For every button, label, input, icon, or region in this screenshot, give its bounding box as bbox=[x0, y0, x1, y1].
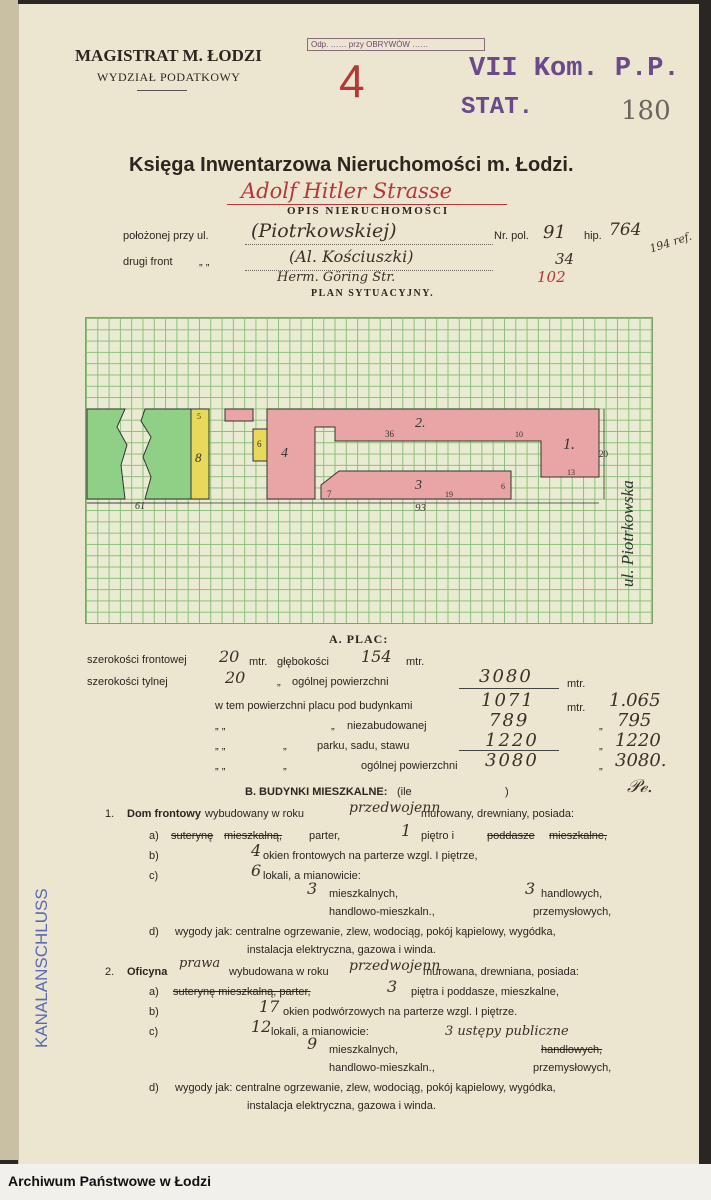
row-2b-marker: b) bbox=[149, 1006, 159, 1018]
ditto-5: „ „ bbox=[215, 740, 226, 752]
row-1a-text6: mieszkalne, bbox=[549, 830, 608, 842]
row-1-commercial-label: handlowych, bbox=[541, 888, 603, 900]
row-1a-souterrain: suterynę bbox=[171, 830, 214, 842]
row-1a-marker: a) bbox=[149, 830, 159, 842]
row-1b-text: okien frontowych na parterze wzgl. I piętrze, bbox=[263, 850, 478, 862]
signature: 𝒫ℯ. bbox=[627, 776, 653, 797]
row-1-commercial-count: 3 bbox=[525, 879, 536, 898]
row-2-text: wybudowana w roku bbox=[229, 966, 329, 978]
dim-36-label: 36 bbox=[385, 429, 394, 439]
built-area-value: 1071 bbox=[481, 690, 535, 711]
section-b-heading: B. BUDYNKI MIESZKALNE: bbox=[245, 786, 388, 798]
ditto-2: „ „ bbox=[215, 720, 226, 732]
dim-93-label: 93 bbox=[415, 502, 426, 514]
building-8-label: 8 bbox=[195, 450, 202, 465]
row-1c-text: lokali, a mianowicie: bbox=[263, 870, 361, 882]
row-2-number: 2. bbox=[105, 966, 115, 978]
building-7-label: 7 bbox=[327, 489, 332, 499]
total-area-2-value: 3080 bbox=[485, 750, 539, 771]
depth-value: 154 bbox=[361, 647, 392, 666]
dim-6-label: 6 bbox=[501, 482, 505, 491]
document-page bbox=[18, 4, 699, 1164]
built-area-corrected: 1.065 bbox=[609, 690, 661, 711]
row-1-industrial-label: przemysłowych, bbox=[533, 906, 612, 918]
row-2a-marker: a) bbox=[149, 986, 159, 998]
label-depth: głębokości bbox=[277, 656, 329, 668]
row-2d-marker: d) bbox=[149, 1082, 159, 1094]
row-1-residential-count: 3 bbox=[307, 879, 318, 898]
park-corrected: 1220 bbox=[615, 730, 661, 751]
ditto-1: „ bbox=[277, 676, 281, 688]
folio-number: 180 bbox=[621, 96, 671, 126]
row-2-residential-label: mieszkalnych, bbox=[329, 1044, 399, 1056]
row-1c-marker: c) bbox=[149, 870, 159, 882]
side-stamp: KANALANSCHLUSS bbox=[32, 888, 51, 1048]
building-1-label: 1. bbox=[563, 436, 575, 453]
row-2-rest: murowana, drewniana, posiada: bbox=[423, 966, 579, 978]
street-line bbox=[245, 244, 493, 245]
label-total-area-2: ogólnej powierzchni bbox=[361, 760, 458, 772]
hip-note: 194 ref. bbox=[648, 229, 694, 256]
label-park: parku, sadu, stawu bbox=[317, 740, 410, 752]
row-1a-floors: 1 bbox=[401, 821, 412, 840]
dim-10-label: 10 bbox=[515, 430, 523, 439]
row-2-handwritten-note: 3 ustępy publiczne bbox=[445, 1024, 569, 1039]
row-2-title: Oficyna bbox=[127, 966, 168, 978]
ditto-3: „ bbox=[331, 720, 335, 732]
label-mtr-3: mtr. bbox=[567, 678, 586, 690]
archive-footer bbox=[0, 1164, 711, 1200]
label-mtr-1: mtr. bbox=[249, 656, 268, 668]
garden-area-left bbox=[87, 409, 127, 499]
row-2-year: przedwojenn bbox=[349, 958, 441, 974]
section-a-heading: A. PLAC: bbox=[329, 632, 389, 646]
label-mtr-4: mtr. bbox=[567, 702, 586, 714]
row-1b-value: 4 bbox=[251, 841, 262, 860]
label-total-area: ogólnej powierzchni bbox=[292, 676, 389, 688]
label-street: położonej przy ul. bbox=[123, 230, 209, 242]
row-1-mixed-label: handlowo-mieszkaln., bbox=[329, 906, 435, 918]
row-1c-value: 6 bbox=[251, 861, 262, 880]
commission-stamp: VII Kom. P.P. bbox=[469, 54, 680, 84]
row-1d-text2: instalacja elektryczna, gazowa i winda. bbox=[247, 944, 436, 956]
ditto-6: „ bbox=[283, 740, 287, 752]
park-value: 1220 bbox=[485, 730, 539, 751]
building-5-label: 5 bbox=[197, 412, 201, 421]
row-1-residential-label: mieszkalnych, bbox=[329, 888, 399, 900]
row-2-residential-count: 9 bbox=[307, 1034, 318, 1053]
sum-line bbox=[459, 750, 559, 751]
building-3-label: 3 bbox=[415, 478, 422, 493]
back-width-value: 20 bbox=[225, 668, 246, 687]
ile-open: (ile bbox=[397, 786, 412, 798]
label-mtr-2: mtr. bbox=[406, 656, 425, 668]
dim-61-label: 61 bbox=[135, 501, 145, 512]
occupation-street-name: Adolf Hitler Strasse bbox=[241, 179, 453, 203]
dim-20-label: 20 bbox=[599, 449, 608, 459]
row-2c-marker: c) bbox=[149, 1026, 159, 1038]
ditto-8: „ „ bbox=[215, 760, 226, 772]
row-2b-text: okien podwórzowych na parterze wzgl. I piętrze. bbox=[283, 1006, 518, 1018]
total-area-line bbox=[459, 688, 559, 689]
plan-title: PLAN SYTUACYJNY. bbox=[311, 288, 435, 299]
label-unbuilt: niezabudowanej bbox=[347, 720, 427, 732]
label-second-front: drugi front bbox=[123, 256, 173, 268]
total-area-2-corrected: 3080. bbox=[615, 750, 667, 771]
building-5 bbox=[225, 409, 253, 421]
unbuilt-corrected: 795 bbox=[617, 710, 652, 731]
ile-close: ) bbox=[505, 786, 509, 798]
ditto-9: „ bbox=[283, 760, 287, 772]
row-1a-attic: poddasze bbox=[487, 830, 535, 842]
row-1a-residential: mieszkalną, bbox=[224, 830, 283, 842]
registry-stamp: Odp. …… przy OBRYWÓW …… bbox=[307, 38, 485, 51]
row-1b-marker: b) bbox=[149, 850, 159, 862]
row-1d-marker: d) bbox=[149, 926, 159, 938]
row-1a-ground: parter, bbox=[309, 830, 341, 842]
label-front-width: szerokości frontowej bbox=[87, 654, 187, 666]
nr-pol-value: 91 bbox=[543, 222, 566, 243]
building-4-label: 4 bbox=[281, 446, 288, 461]
dim-19-label: 19 bbox=[445, 490, 453, 499]
archive-name: Archiwum Państwowe w Łodzi bbox=[8, 1173, 212, 1189]
row-1-rest: murowany, drewniany, posiada: bbox=[421, 808, 575, 820]
row-2d-text: wygody jak: centralne ogrzewanie, zlew, wodociąg, pokój kąpielowy, wygódka, bbox=[175, 1082, 556, 1094]
row-2-commercial-label: handlowych, bbox=[541, 1044, 603, 1056]
row-2a-text: suterynę mieszkalną, parter, bbox=[173, 986, 311, 998]
row-2a-floors: 3 bbox=[387, 977, 398, 996]
row-1-number: 1. bbox=[105, 808, 115, 820]
total-area-value: 3080 bbox=[479, 666, 533, 687]
row-2-mixed-label: handlowo-mieszkaln., bbox=[329, 1062, 435, 1074]
dim-13-label: 13 bbox=[567, 468, 575, 477]
row-1-text: wybudowany w roku bbox=[205, 808, 305, 820]
header-divider bbox=[137, 90, 187, 91]
second-front-value: (Al. Kościuszki) bbox=[289, 247, 414, 266]
row-2-industrial-label: przemysłowych, bbox=[533, 1062, 612, 1074]
label-back-width: szerokości tylnej bbox=[87, 676, 168, 688]
street-value: (Piotrkowskiej) bbox=[251, 220, 397, 242]
row-1-title: Dom frontowy bbox=[127, 808, 201, 820]
second-front-number: 34 bbox=[555, 250, 575, 268]
ditto-marks: „ „ bbox=[199, 256, 210, 268]
second-front-alt-name: Herm. Göring Str. bbox=[277, 270, 396, 285]
row-2-hand: prawa bbox=[179, 956, 221, 971]
ditto-4: „ bbox=[599, 720, 603, 732]
unbuilt-value: 789 bbox=[489, 710, 530, 731]
garden-area-right bbox=[141, 409, 191, 499]
stat-stamp: STAT. bbox=[461, 94, 534, 121]
institution-heading: MAGISTRAT M. ŁODZI bbox=[75, 46, 262, 65]
row-1a-text4: piętro i bbox=[421, 830, 455, 842]
label-built-area: w tem powierzchni placu pod budynkami bbox=[215, 700, 413, 712]
row-2c-value: 12 bbox=[251, 1017, 272, 1036]
second-front-alt-number: 102 bbox=[537, 268, 566, 286]
row-2d-text2: instalacja elektryczna, gazowa i winda. bbox=[247, 1100, 436, 1112]
front-width-value: 20 bbox=[219, 647, 240, 666]
book-spine bbox=[0, 0, 18, 1160]
label-hip: hip. bbox=[584, 230, 602, 242]
row-1d-text: wygody jak: centralne ogrzewanie, zlew, wodociąg, pokój kąpielowy, wygódka, bbox=[175, 926, 556, 938]
building-2-label: 2. bbox=[415, 416, 426, 431]
label-nr-pol: Nr. pol. bbox=[494, 230, 529, 242]
department-heading: WYDZIAŁ PODATKOWY bbox=[97, 70, 241, 84]
site-plan-drawing bbox=[85, 317, 651, 622]
row-2c-text: lokali, a mianowicie: bbox=[271, 1026, 369, 1038]
row-2a-text2: piętra i poddasze, mieszkalne, bbox=[411, 986, 559, 998]
building-6-label: 6 bbox=[257, 439, 262, 449]
hip-value: 764 bbox=[609, 220, 642, 240]
street-side-label: ul. Piotrkowska bbox=[618, 480, 637, 587]
ditto-10: „ bbox=[599, 760, 603, 772]
ditto-7: „ bbox=[599, 740, 603, 752]
inventory-number: 4 bbox=[339, 55, 365, 107]
document-title: Księga Inwentarzowa Nieruchomości m. Łodzi. bbox=[129, 154, 574, 176]
row-2b-value: 17 bbox=[259, 997, 280, 1016]
document-subtitle: OPIS NIERUCHOMOŚCI bbox=[287, 205, 450, 217]
row-1-year: przedwojenn bbox=[349, 800, 441, 816]
